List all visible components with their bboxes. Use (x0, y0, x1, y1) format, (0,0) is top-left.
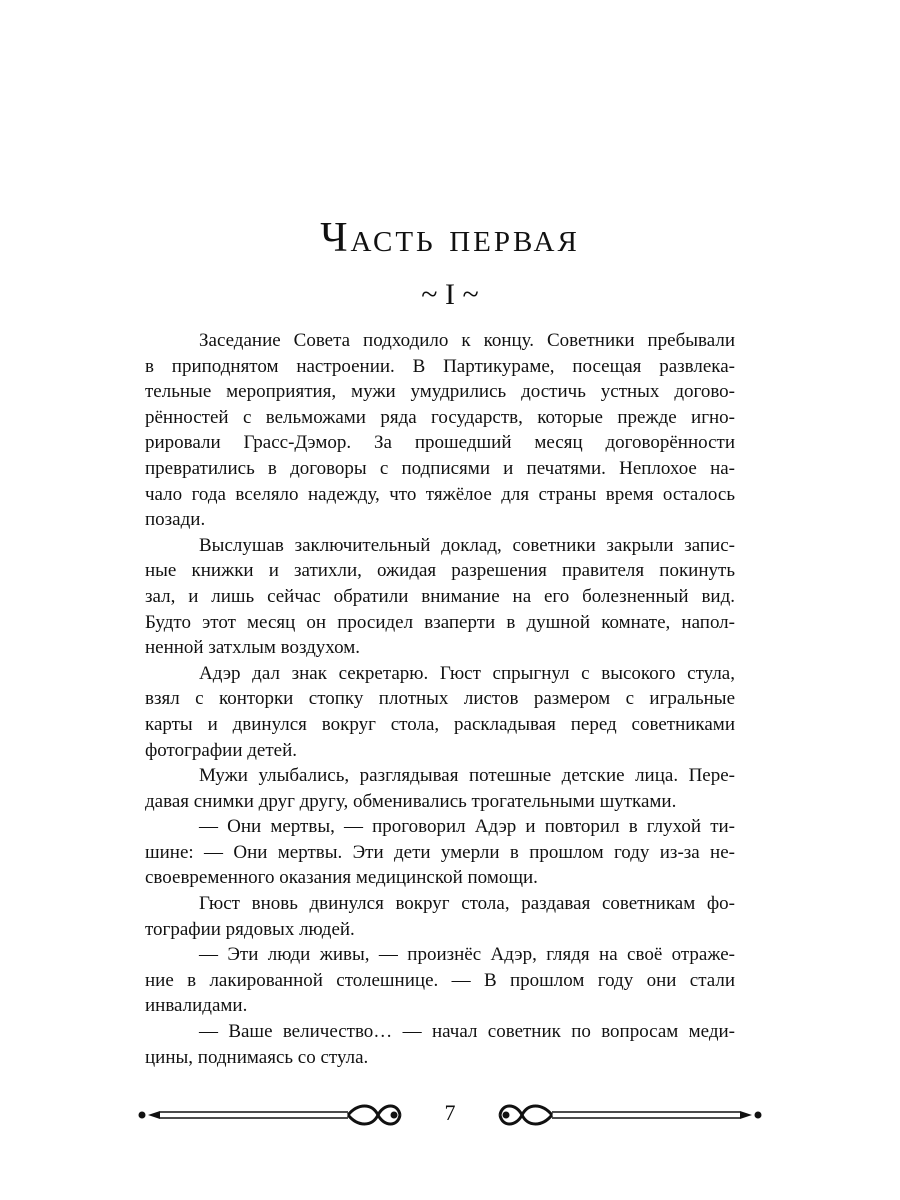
paragraph (145, 891, 735, 942)
text-line: Будто этот месяц он просидел взаперти в душной комнате, напол- (145, 611, 735, 633)
text-line: — Они мертвы, — проговорил Адэр и повторил в глухой ти- (199, 816, 735, 838)
text-line: инвалидами. (145, 995, 248, 1017)
paragraph (145, 814, 735, 891)
text-line: шине: — Они мертвы. Эти дети умерли в прошлом году из-за не- (145, 841, 735, 863)
text-line: тографии рядовых людей. (145, 918, 355, 940)
text-line: рировали Грасс-Дэмор. За прошедший месяц договорённости (145, 432, 735, 454)
text-line: фотографии детей. (145, 739, 297, 761)
text-line: — Эти люди живы, — произнёс Адэр, глядя на своё отраже- (199, 944, 735, 966)
paragraph (145, 533, 735, 661)
paragraph (145, 1019, 735, 1070)
text-line: карты и двинулся вокруг стола, раскладывая перед советниками (145, 713, 735, 735)
text-line: ненной затхлым воздухом. (145, 637, 360, 659)
text-line: тельные мероприятия, мужи умудрились достичь устных догово- (145, 381, 735, 403)
body-text (145, 328, 735, 1070)
chapter-number: ~ I ~ (421, 278, 479, 311)
text-line: Заседание Совета подходило к концу. Советники пребывали (199, 330, 735, 351)
text-line: взял с конторки стопку плотных листов размером с игральные (145, 688, 735, 710)
text-line: позади. (145, 509, 206, 531)
text-line: в приподнятом настроении. В Партикураме, посещая развлека- (145, 355, 735, 377)
text-line: цины, поднимаясь со стула. (145, 1046, 369, 1068)
text-line: ние в лакированной столешнице. — В прошлом году они стали (145, 969, 735, 991)
text-line: Выслушав заключительный доклад, советники закрыли запис- (199, 534, 735, 556)
text-line: Мужи улыбались, разглядывая потешные детские лица. Пере- (199, 765, 735, 787)
text-line: чало года вселяло надежду, что тяжёлое для страны время осталось (145, 483, 735, 505)
text-line: зал, и лишь сейчас обратили внимание на его болезненный вид. (145, 585, 735, 607)
text-line: Гюст вновь двинулся вокруг стола, раздавая советникам фо- (199, 893, 735, 915)
paragraph (145, 328, 735, 533)
page-number: 7 (444, 1100, 456, 1125)
text-line: ные книжки и затихли, ожидая разрешения правителя покинуть (145, 560, 735, 582)
text-line: превратились в договоры с подписями и печатями. Неплохое на- (145, 457, 735, 479)
text-line: — Ваше величество… — начал советник по вопросам меди- (199, 1021, 735, 1043)
text-line: рённостей с вельможами ряда государств, которые прежде игно- (145, 406, 735, 428)
part-title: Часть первая (320, 215, 580, 261)
paragraph (145, 661, 735, 763)
paragraph (145, 763, 735, 814)
text-line: Адэр дал знак секретарю. Гюст спрыгнул с высокого стула, (199, 662, 735, 684)
text-line: давая снимки друг другу, обменивались трогательными шутками. (145, 790, 677, 812)
paragraph (145, 942, 735, 1019)
text-line: своевременного оказания медицинской помощи. (145, 867, 538, 889)
